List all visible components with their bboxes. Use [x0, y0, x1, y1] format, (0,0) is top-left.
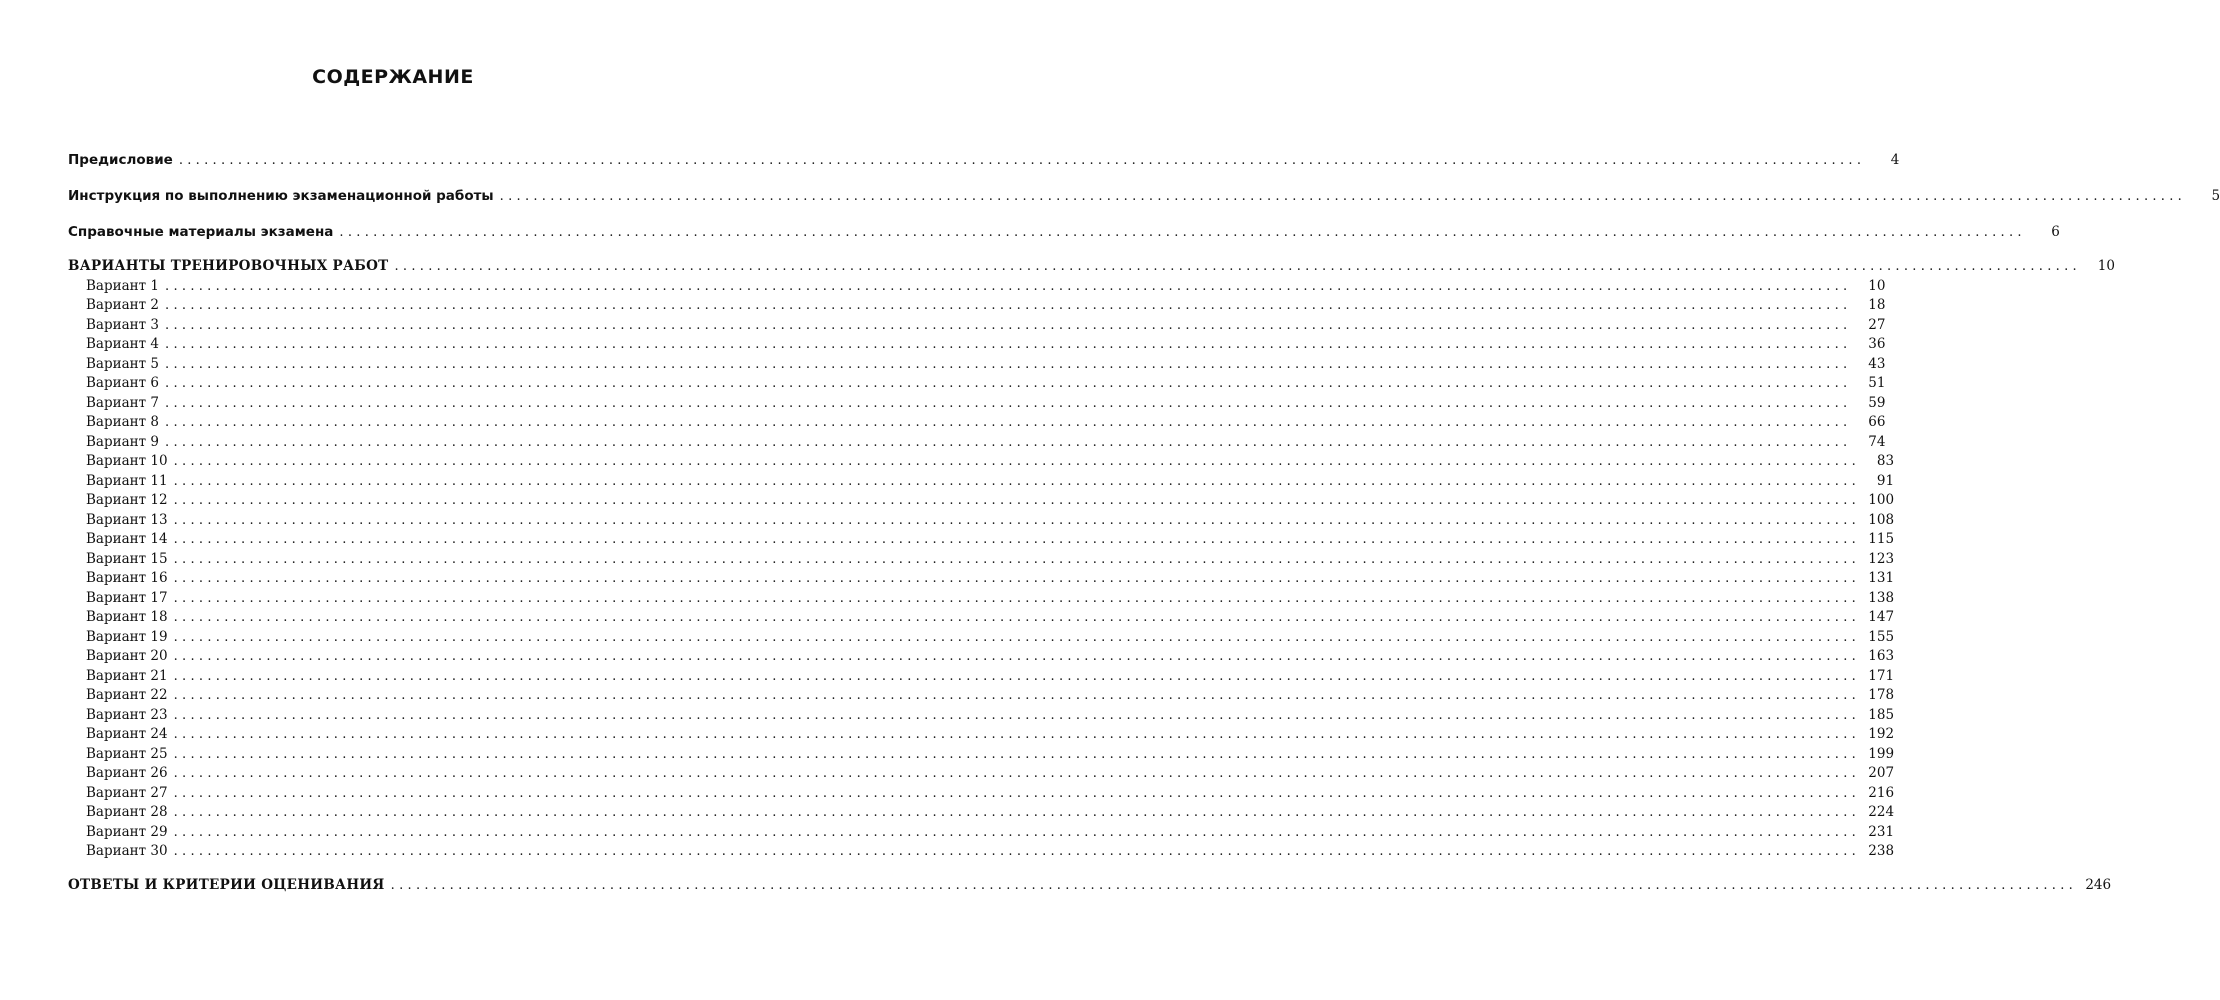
toc-entry-label: Вариант 14	[86, 531, 168, 547]
leader-dots: ........................................................................................................................................................................................................	[173, 590, 1861, 606]
toc-entry-page: 155	[1868, 628, 1895, 645]
toc-entry-variant[interactable]	[68, 784, 1895, 804]
answers-section	[68, 876, 2112, 896]
section-page: 246	[2085, 877, 2112, 893]
toc-entry-variant[interactable]	[68, 277, 1886, 297]
leader-dots: ........................................................................................................................................................................................................	[173, 785, 1861, 801]
toc-entry-variant[interactable]	[68, 394, 1886, 414]
toc-entry-page: 10	[1868, 277, 1886, 294]
toc-entry-page: 207	[1868, 765, 1895, 781]
toc-entry-variant[interactable]	[68, 550, 1895, 570]
toc-entry-variant[interactable]	[68, 569, 1895, 589]
toc-entry-label: Вариант 25	[86, 745, 168, 762]
leader-dots: ........................................................................................................................................................................................................	[173, 629, 1861, 645]
leader-dots: ........................................................................................................................................................................................................	[173, 493, 1861, 508]
toc-entry-page: 83	[1876, 453, 1895, 469]
leader-dots: ........................................................................................................................................................................................................	[173, 844, 1861, 859]
leader-dots: ........................................................................................................................................................................................................	[499, 189, 2187, 204]
leader-dots: ........................................................................................................................................................................................................	[178, 153, 1866, 168]
leader-dots: ........................................................................................................................................................................................................	[173, 649, 1861, 664]
leader-dots: ........................................................................................................................................................................................................	[173, 512, 1861, 528]
toc-entry-page: 199	[1868, 745, 1895, 762]
toc-entry-page: 216	[1868, 784, 1895, 801]
toc-section-variants[interactable]	[68, 257, 2115, 277]
toc-entry-page: 51	[1868, 375, 1886, 391]
toc-entry-variant[interactable]	[68, 745, 1895, 765]
toc-entry-variant[interactable]	[68, 433, 1886, 453]
toc-entry-label: Вариант 28	[86, 804, 168, 820]
toc-entry-variant[interactable]	[68, 647, 1895, 667]
toc-entry-label: Вариант 29	[86, 823, 168, 840]
toc-entry-page: 66	[1868, 414, 1886, 430]
toc-entry-variant[interactable]	[68, 803, 1895, 823]
toc-entry-page: 100	[1868, 492, 1895, 508]
toc-entry-label: Вариант 9	[86, 433, 160, 450]
toc-entry-preface[interactable]	[68, 150, 1900, 186]
toc-entry-page: 178	[1868, 687, 1895, 703]
toc-entry-label: Вариант 12	[86, 492, 168, 508]
toc-entry-page: 36	[1868, 336, 1886, 352]
toc-entry-label: Вариант 26	[86, 765, 168, 781]
toc-entry-variant[interactable]	[68, 413, 1886, 433]
toc-entry-variant[interactable]	[68, 608, 1895, 628]
section-page: 10	[2097, 258, 2115, 274]
toc-entry-page: 231	[1868, 823, 1895, 840]
toc-entry-page: 138	[1868, 589, 1895, 606]
toc-entry-page: 123	[1868, 550, 1895, 567]
toc-entry-variant[interactable]	[68, 355, 1886, 375]
toc-entry-variant[interactable]	[68, 296, 1886, 316]
leader-dots: ........................................................................................................................................................................................................	[173, 532, 1861, 547]
toc-entry-label: Вариант 11	[86, 472, 168, 489]
toc-entry-page: 147	[1868, 609, 1895, 625]
section-label: ОТВЕТЫ И КРИТЕРИИ ОЦЕНИВАНИЯ	[68, 877, 385, 893]
variant-list	[68, 277, 1895, 862]
toc-entry-variant[interactable]	[68, 335, 1886, 355]
toc-entry-variant[interactable]	[68, 589, 1895, 609]
toc-entry-label: Вариант 24	[86, 726, 168, 742]
toc-entry-label: Справочные материалы экзамена	[68, 224, 334, 240]
toc-entry-label: Вариант 3	[86, 316, 160, 333]
toc-section-answers[interactable]	[68, 876, 2112, 896]
leader-dots: ........................................................................................................................................................................................................	[173, 454, 1861, 469]
toc-entry-variant[interactable]	[68, 530, 1895, 550]
section-label: ВАРИАНТЫ ТРЕНИРОВОЧНЫХ РАБОТ	[68, 258, 389, 274]
leader-dots: ........................................................................................................................................................................................................	[173, 824, 1861, 840]
leader-dots: ........................................................................................................................................................................................................	[165, 395, 1852, 411]
page-title: СОДЕРЖАНИЕ	[312, 66, 474, 88]
leader-dots: ........................................................................................................................................................................................................	[173, 727, 1861, 742]
leader-dots: ........................................................................................................................................................................................................	[165, 298, 1852, 313]
main-entries	[68, 150, 2220, 258]
leader-dots: ........................................................................................................................................................................................................	[165, 317, 1852, 333]
toc-entry-page: 171	[1868, 667, 1895, 684]
leader-dots: ........................................................................................................................................................................................................	[173, 551, 1861, 567]
toc-entry-page: 115	[1868, 531, 1895, 547]
toc-entry-variant[interactable]	[68, 511, 1895, 531]
toc-entry-label: Вариант 10	[86, 453, 168, 469]
toc-entry-label: Вариант 27	[86, 784, 168, 801]
toc-entry-label: Вариант 6	[86, 375, 160, 391]
toc-entry-page: 224	[1868, 804, 1895, 820]
toc-entry-label: Вариант 2	[86, 297, 160, 313]
toc-entry-page: 43	[1868, 355, 1886, 372]
leader-dots: ........................................................................................................................................................................................................	[173, 473, 1861, 489]
toc-entry-variant[interactable]	[68, 686, 1895, 706]
toc-entry-label: Вариант 13	[86, 511, 168, 528]
leader-dots: ........................................................................................................................................................................................................	[165, 434, 1852, 450]
toc-entry-variant[interactable]	[68, 316, 1886, 336]
variants-section	[68, 257, 2115, 862]
toc-entry-label: Инструкция по выполнению экзаменационной работы	[68, 188, 494, 204]
toc-entry-label: Вариант 19	[86, 628, 168, 645]
leader-dots: ........................................................................................................................................................................................................	[173, 805, 1861, 820]
toc-entry-page: 6	[2051, 224, 2060, 240]
leader-dots: ........................................................................................................................................................................................................	[173, 610, 1861, 625]
toc-entry-label: Вариант 20	[86, 648, 168, 664]
toc-entry-variant[interactable]	[68, 764, 1895, 784]
leader-dots: ........................................................................................................................................................................................................	[339, 225, 2026, 240]
toc-entry-label: Вариант 21	[86, 667, 168, 684]
leader-dots: ........................................................................................................................................................................................................	[165, 356, 1852, 372]
toc-entry-label: Вариант 8	[86, 414, 160, 430]
leader-dots: ........................................................................................................................................................................................................	[173, 766, 1861, 781]
toc-entry-page: 27	[1868, 316, 1886, 333]
toc-entry-page: 91	[1876, 472, 1895, 489]
toc-entry-page: 108	[1868, 511, 1895, 528]
toc-entry-variant[interactable]	[68, 472, 1895, 492]
toc-entry-variant[interactable]	[68, 667, 1895, 687]
toc-entry-variant[interactable]	[68, 628, 1895, 648]
toc-entry-label: Вариант 16	[86, 570, 168, 586]
toc-entry-variant[interactable]	[68, 842, 1895, 862]
leader-dots: ........................................................................................................................................................................................................	[173, 688, 1861, 703]
toc-entry-variant[interactable]	[68, 823, 1895, 843]
toc-entry-label: Вариант 30	[86, 843, 168, 859]
leader-dots: ........................................................................................................................................................................................................	[173, 571, 1861, 586]
toc-entry-label: Вариант 5	[86, 355, 160, 372]
leader-dots: ........................................................................................................................................................................................................	[165, 376, 1852, 391]
toc-entry-variant[interactable]	[68, 725, 1895, 745]
toc-entry-label: Предисловие	[68, 152, 173, 168]
toc-entry-label: Вариант 4	[86, 336, 160, 352]
toc-entry-page: 131	[1868, 570, 1895, 586]
toc-entry-page: 192	[1868, 726, 1895, 742]
toc-entry-label: Вариант 18	[86, 609, 168, 625]
toc-entry-page: 4	[1890, 152, 1900, 168]
toc-entry-label: Вариант 23	[86, 706, 168, 723]
toc-entry-variant[interactable]	[68, 374, 1886, 394]
toc-entry-label: Вариант 15	[86, 550, 168, 567]
toc-entry-page: 185	[1868, 706, 1895, 723]
toc-entry-page: 5	[2211, 188, 2220, 204]
leader-dots: ........................................................................................................................................................................................................	[173, 746, 1861, 762]
leader-dots: ........................................................................................................................................................................................................	[165, 278, 1852, 294]
toc-entry-label: Вариант 17	[86, 589, 168, 606]
toc-entry-variant[interactable]	[68, 706, 1895, 726]
toc-entry-label: Вариант 7	[86, 394, 160, 411]
toc-entry-variant[interactable]	[68, 452, 1895, 472]
leader-dots: ........................................................................................................................................................................................................	[394, 259, 2081, 274]
toc-entry-page: 74	[1868, 433, 1886, 450]
toc-entry-page: 238	[1868, 843, 1895, 859]
leader-dots: ........................................................................................................................................................................................................	[173, 668, 1861, 684]
leader-dots: ........................................................................................................................................................................................................	[165, 337, 1852, 352]
toc-entry-label: Вариант 1	[86, 277, 160, 294]
leader-dots: ........................................................................................................................................................................................................	[173, 707, 1861, 723]
toc-entry-page: 59	[1868, 394, 1886, 411]
toc-entry-page: 163	[1868, 648, 1895, 664]
toc-entry-label: Вариант 22	[86, 687, 168, 703]
toc-entry-page: 18	[1868, 297, 1886, 313]
toc-entry-instructions[interactable]	[68, 186, 2220, 222]
leader-dots: ........................................................................................................................................................................................................	[390, 878, 2078, 893]
toc-entry-variant[interactable]	[68, 491, 1895, 511]
leader-dots: ........................................................................................................................................................................................................	[165, 415, 1852, 430]
toc-entry-reference-materials[interactable]	[68, 222, 2060, 258]
